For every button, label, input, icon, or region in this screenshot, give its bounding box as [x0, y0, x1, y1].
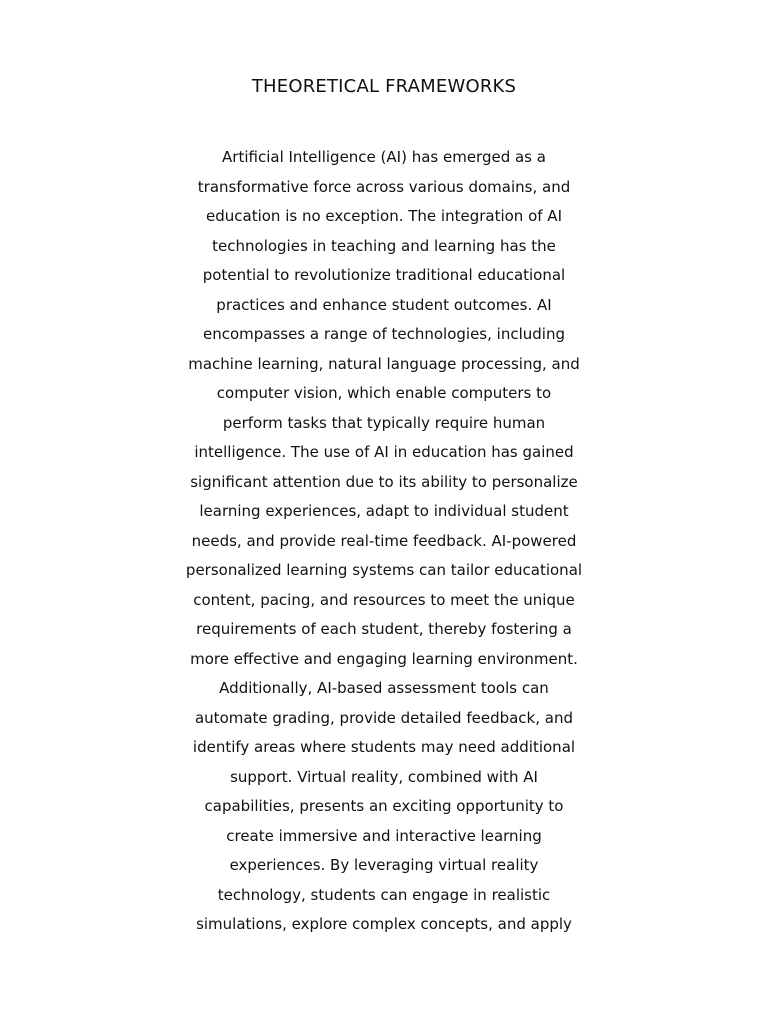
paragraph-line: personalized learning systems can tailor educational	[185, 561, 583, 579]
paragraph-line: needs, and provide real-time feedback. AI-powered	[191, 531, 577, 550]
paragraph-line: Additionally, AI-based assessment tools can	[219, 679, 549, 697]
paragraph-line: more effective and engaging learning environment.	[190, 649, 578, 668]
paragraph-line: intelligence. The use of AI in education has gained	[194, 443, 574, 461]
paragraph-line: education is no exception. The integration of AI	[206, 207, 562, 225]
paragraph-line: technology, students can engage in realistic	[217, 885, 551, 904]
paragraph-line: Artificial Intelligence (AI) has emerged as a	[222, 148, 546, 166]
paragraph-line: perform tasks that typically require human	[222, 413, 546, 432]
paragraph-line: transformative force across various domains, and	[197, 177, 571, 196]
paragraph-line: machine learning, natural language processing, and	[188, 354, 580, 373]
paragraph-line: identify areas where students may need additional	[192, 738, 576, 756]
paragraph-line: support. Virtual reality, combined with AI	[230, 767, 538, 786]
paragraph-line: simulations, explore complex concepts, and apply	[196, 915, 572, 933]
paragraph-line: potential to revolutionize traditional educational	[202, 266, 566, 284]
paragraph-line: practices and enhance student outcomes. AI	[216, 295, 552, 314]
paragraph-line: requirements of each student, thereby fostering a	[196, 620, 572, 638]
paragraph-line: encompasses a range of technologies, including	[203, 325, 565, 343]
paragraph-line: learning experiences, adapt to individual student	[199, 502, 569, 520]
page-title: THEORETICAL FRAMEWORKS	[251, 76, 517, 97]
paragraph-line: computer vision, which enable computers to	[216, 384, 552, 402]
paragraph-line: experiences. By leveraging virtual reality	[229, 856, 539, 874]
paragraph-line: automate grading, provide detailed feedback, and	[194, 708, 573, 727]
paragraph-line: create immersive and interactive learning	[226, 826, 542, 845]
paragraph-line: content, pacing, and resources to meet the unique	[193, 590, 575, 609]
body-paragraph	[150, 143, 618, 940]
paragraph-line: capabilities, presents an exciting opportunity to	[204, 797, 564, 815]
paragraph-line: significant attention due to its ability to personalize	[190, 472, 578, 491]
paragraph-line: technologies in teaching and learning has the	[212, 236, 556, 255]
